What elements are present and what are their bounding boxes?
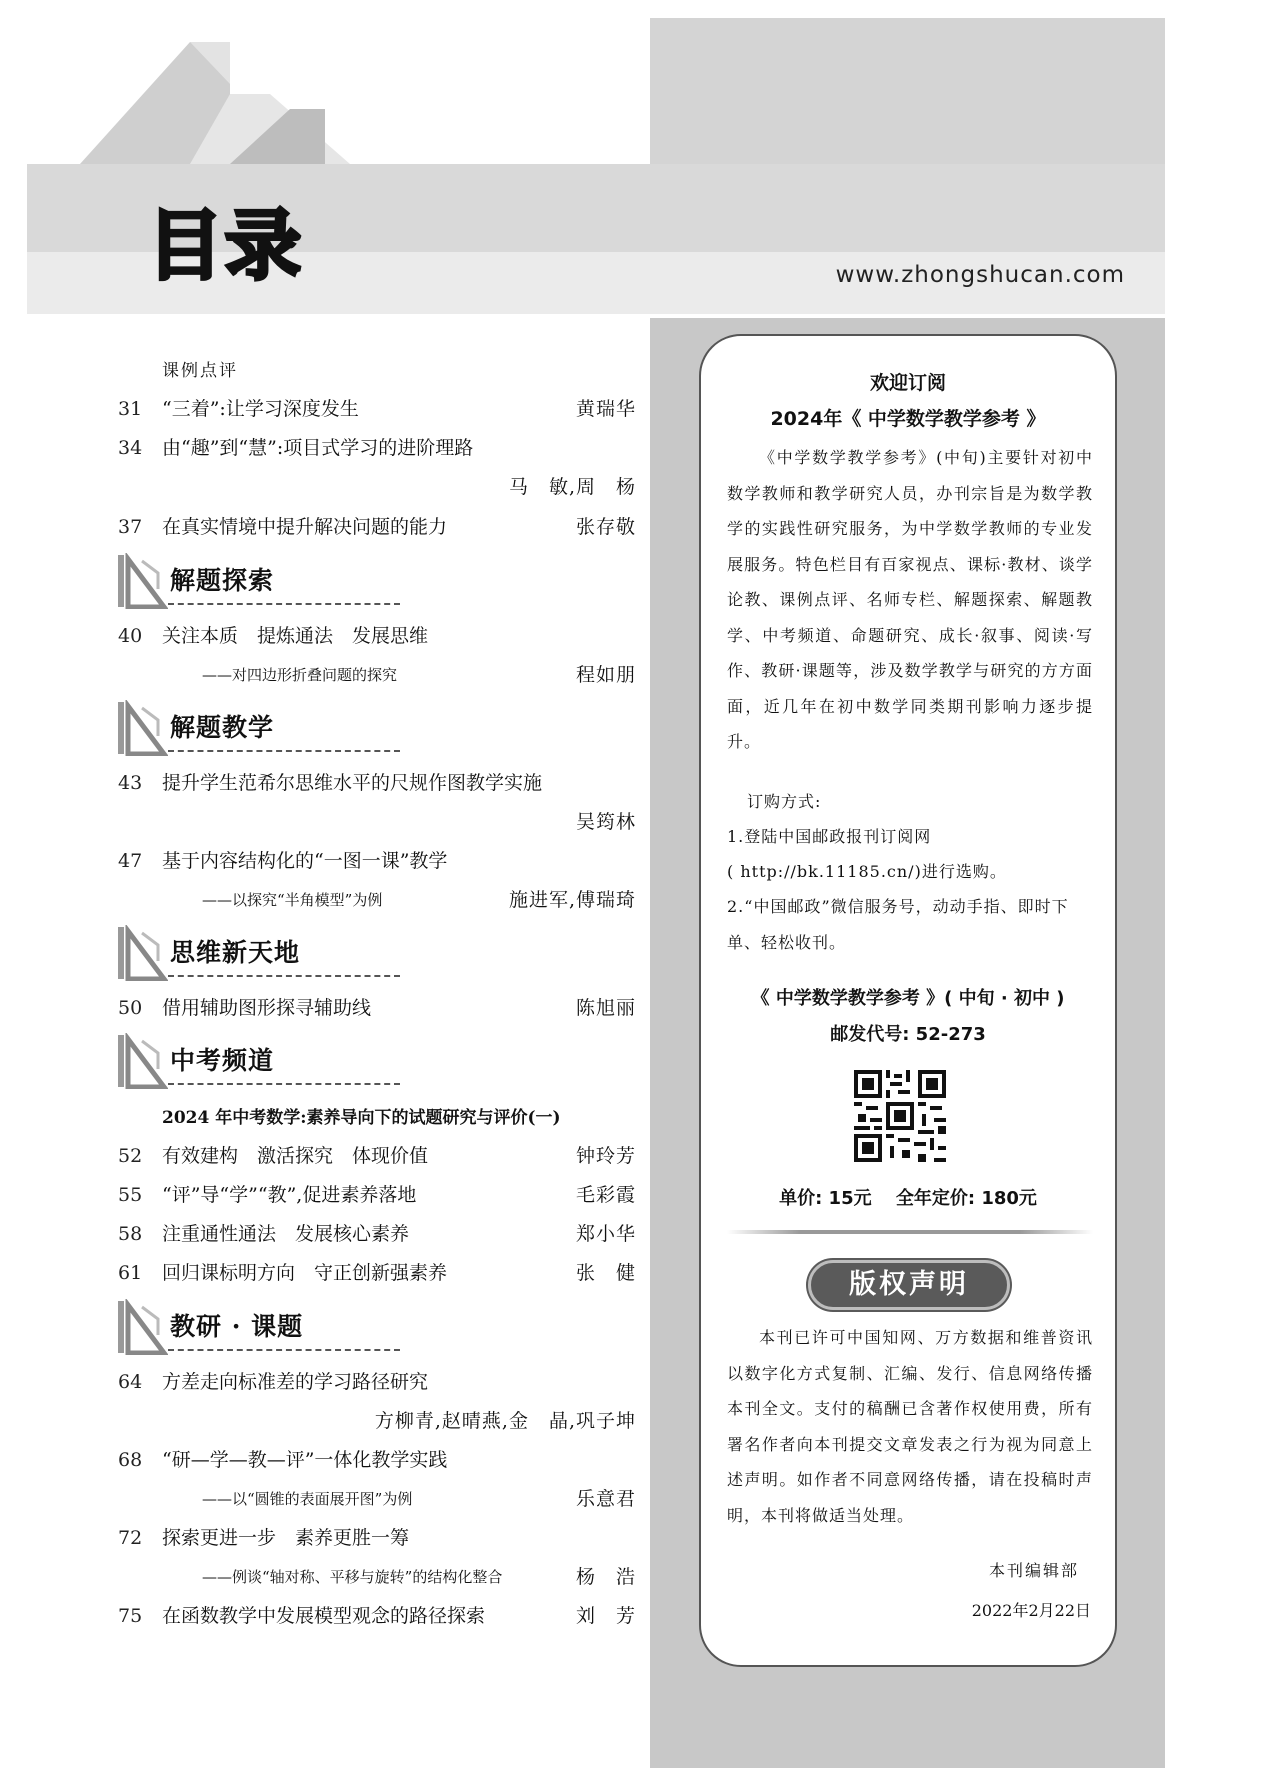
article-title: 注重通性通法 发展核心素养 [162, 1223, 410, 1245]
triangle-ruler-icon [118, 925, 168, 981]
section-header [118, 1033, 398, 1093]
page-number: 61 [118, 1262, 143, 1284]
qr-code-icon[interactable] [854, 1070, 946, 1162]
toc-entry[interactable] [118, 621, 636, 651]
article-author: 张 健 [575, 1262, 636, 1284]
section-title: 解题探索 [170, 566, 275, 595]
subscribe-journal-title: 2024年《 中学数学教学参考 》 [770, 408, 1046, 430]
toc-entry[interactable] [118, 1180, 636, 1210]
section-divider [168, 1349, 400, 1351]
subscribe-description: 《中学数学教学参考》(中旬)主要针对初中数学教师和教学研究人员，办刊宗旨是为数学教学的实践性研究服务，为中学数学教师的专业发展服务。特色栏目有百家视点、课标·教材、谈学论教、课例点评、名师专栏、解题探索、解题教学、中考频道、命题研究、成长·叙事、阅读·写作、教研·课题等，涉及数学教学与研究的方方面面，近几年在初中数学同类期刊影响力逐步提升。 [727, 448, 1093, 751]
card-divider [727, 1230, 1093, 1234]
website-url[interactable]: www.zhongshucan.com [835, 262, 1125, 288]
page-title: 目录 [147, 201, 303, 290]
triangle-ruler-icon [118, 1033, 168, 1089]
toc-entry[interactable] [118, 512, 636, 542]
article-title: 基于内容结构化的“一图一课”教学 [162, 850, 448, 872]
page-number: 64 [118, 1371, 143, 1393]
subscribe-option-2: 2.“中国邮政”微信服务号，动动手指、即时下单、轻松收刊。 [727, 897, 1069, 952]
article-author: 陈旭丽 [575, 997, 636, 1019]
page-number: 37 [118, 516, 143, 538]
section-header [118, 700, 398, 760]
section-header [118, 925, 398, 985]
header-right-block [650, 18, 1165, 164]
section-title: 中考频道 [170, 1046, 275, 1075]
section-header [118, 553, 398, 613]
toc-entry-subtitle-line [118, 885, 636, 915]
page-number: 58 [118, 1223, 143, 1245]
toc-entry[interactable] [118, 768, 636, 798]
toc-entry-author-line [118, 1406, 636, 1436]
toc-entry-author-line [118, 472, 636, 502]
section-divider [168, 603, 400, 605]
subscription-card [699, 334, 1117, 1667]
article-title: 探索更进一步 素养更胜一筹 [162, 1527, 410, 1549]
postal-journal-title: 《 中学数学教学参考 》( 中旬 · 初中 ) [751, 988, 1065, 1009]
section-label-case-review: 课例点评 [162, 361, 238, 381]
article-title: 提升学生范希尔思维水平的尺规作图教学实施 [162, 772, 543, 794]
article-title: 在真实情境中提升解决问题的能力 [162, 516, 448, 538]
page-number: 50 [118, 997, 143, 1019]
toc-entry-subtitle-line [118, 660, 636, 690]
article-subtitle: ——以探究“半角模型”为例 [202, 891, 383, 909]
toc-entry[interactable] [118, 394, 636, 424]
section-title: 思维新天地 [170, 938, 301, 967]
section-divider [168, 1083, 400, 1085]
header-decoration [80, 34, 380, 166]
article-author: 方柳青,赵晴燕,金 晶,巩子坤 [374, 1410, 636, 1432]
copyright-text: 本刊已许可中国知网、万方数据和维普资讯以数字化方式复制、汇编、发行、信息网络传播本刊全文。支付的稿酬已含著作权使用费，所有署名作者向本刊提交文章发表之行为视为同意上述声明。如作者不同意网络传播，请在投稿时声明，本刊将做适当处理。 [727, 1328, 1093, 1525]
triangle-ruler-icon [118, 1299, 168, 1355]
postal-code: 邮发代号: 52-273 [830, 1024, 986, 1045]
section-header [118, 1299, 398, 1359]
toc-entry[interactable] [118, 1601, 636, 1631]
article-title: 有效建构 激活探究 体现价值 [162, 1145, 429, 1167]
article-subtitle: ——以“圆锥的表面展开图”为例 [202, 1490, 413, 1508]
toc-entry[interactable] [118, 1219, 636, 1249]
subscribe-method-label: 订购方式: [747, 792, 822, 811]
subscribe-welcome: 欢迎订阅 [869, 372, 946, 394]
page-number: 75 [118, 1605, 143, 1627]
section-divider [168, 750, 400, 752]
page-number: 34 [118, 437, 143, 459]
subscribe-option-1: 1.登陆中国邮政报刊订阅网 [727, 827, 932, 846]
toc-entry-subtitle-line [118, 1562, 636, 1592]
series-title: 2024 年中考数学:素养导向下的试题研究与评价(一) [162, 1108, 561, 1128]
article-title: 在函数教学中发展模型观念的路径探索 [162, 1605, 486, 1627]
article-author: 黄瑞华 [575, 398, 636, 420]
article-title: “研—学—教—评”一体化教学实践 [162, 1449, 448, 1471]
article-author: 钟玲芳 [575, 1145, 636, 1167]
toc-entry[interactable] [118, 846, 636, 876]
article-author: 杨 浩 [575, 1566, 636, 1588]
article-author: 乐意君 [575, 1488, 636, 1510]
article-author: 马 敏,周 杨 [508, 476, 636, 498]
article-author: 张存敬 [575, 516, 636, 538]
article-title: “三着”:让学习深度发生 [162, 398, 359, 420]
article-author: 刘 芳 [575, 1605, 636, 1627]
article-title: 关注本质 提炼通法 发展思维 [162, 625, 429, 647]
article-subtitle: ——例谈“轴对称、平移与旋转”的结构化整合 [202, 1568, 503, 1586]
toc-entry[interactable] [118, 1523, 636, 1553]
article-author: 毛彩霞 [575, 1184, 636, 1206]
section-title: 解题教学 [170, 713, 275, 742]
page-number: 47 [118, 850, 143, 872]
toc-entry[interactable] [118, 993, 636, 1023]
toc-entry-author-line [118, 807, 636, 837]
subscribe-option-1-link[interactable]: ( http://bk.11185.cn/)进行选购。 [727, 862, 1007, 881]
toc-entry-subtitle-line [118, 1484, 636, 1514]
article-title: 借用辅助图形探寻辅助线 [162, 997, 372, 1019]
article-subtitle: ——对四边形折叠问题的探究 [202, 666, 398, 684]
copyright-badge: 版权声明 [808, 1260, 1010, 1310]
page-number: 52 [118, 1145, 143, 1167]
article-title: 回归课标明方向 守正创新强素养 [162, 1262, 448, 1284]
article-title: 方差走向标准差的学习路径研究 [162, 1371, 429, 1393]
page-number: 43 [118, 772, 143, 794]
article-author: 郑小华 [575, 1223, 636, 1245]
toc-entry[interactable] [118, 433, 636, 463]
triangle-ruler-icon [118, 553, 168, 609]
article-author: 吴筠林 [575, 811, 636, 833]
toc-entry[interactable] [118, 1258, 636, 1288]
price-info: 单价: 15元 全年定价: 180元 [779, 1188, 1037, 1209]
copyright-signature: 本刊编辑部 [988, 1561, 1079, 1580]
toc-entry[interactable] [118, 1445, 636, 1475]
article-title: “评”导“学”“教”,促进素养落地 [162, 1184, 417, 1206]
page-number: 31 [118, 398, 143, 420]
section-title: 教研 · 课题 [170, 1312, 304, 1341]
page-number: 40 [118, 625, 143, 647]
toc-entry[interactable] [118, 1367, 636, 1397]
section-divider [168, 975, 400, 977]
toc-entry[interactable] [118, 1141, 636, 1171]
page-number: 68 [118, 1449, 143, 1471]
copyright-date: 2022年2月22日 [971, 1601, 1091, 1620]
page-number: 72 [118, 1527, 143, 1549]
article-author: 程如朋 [575, 664, 636, 686]
article-title: 由“趣”到“慧”:项目式学习的进阶理路 [162, 437, 474, 459]
article-author: 施进军,傅瑞琦 [508, 889, 636, 911]
page-number: 55 [118, 1184, 143, 1206]
triangle-ruler-icon [118, 700, 168, 756]
